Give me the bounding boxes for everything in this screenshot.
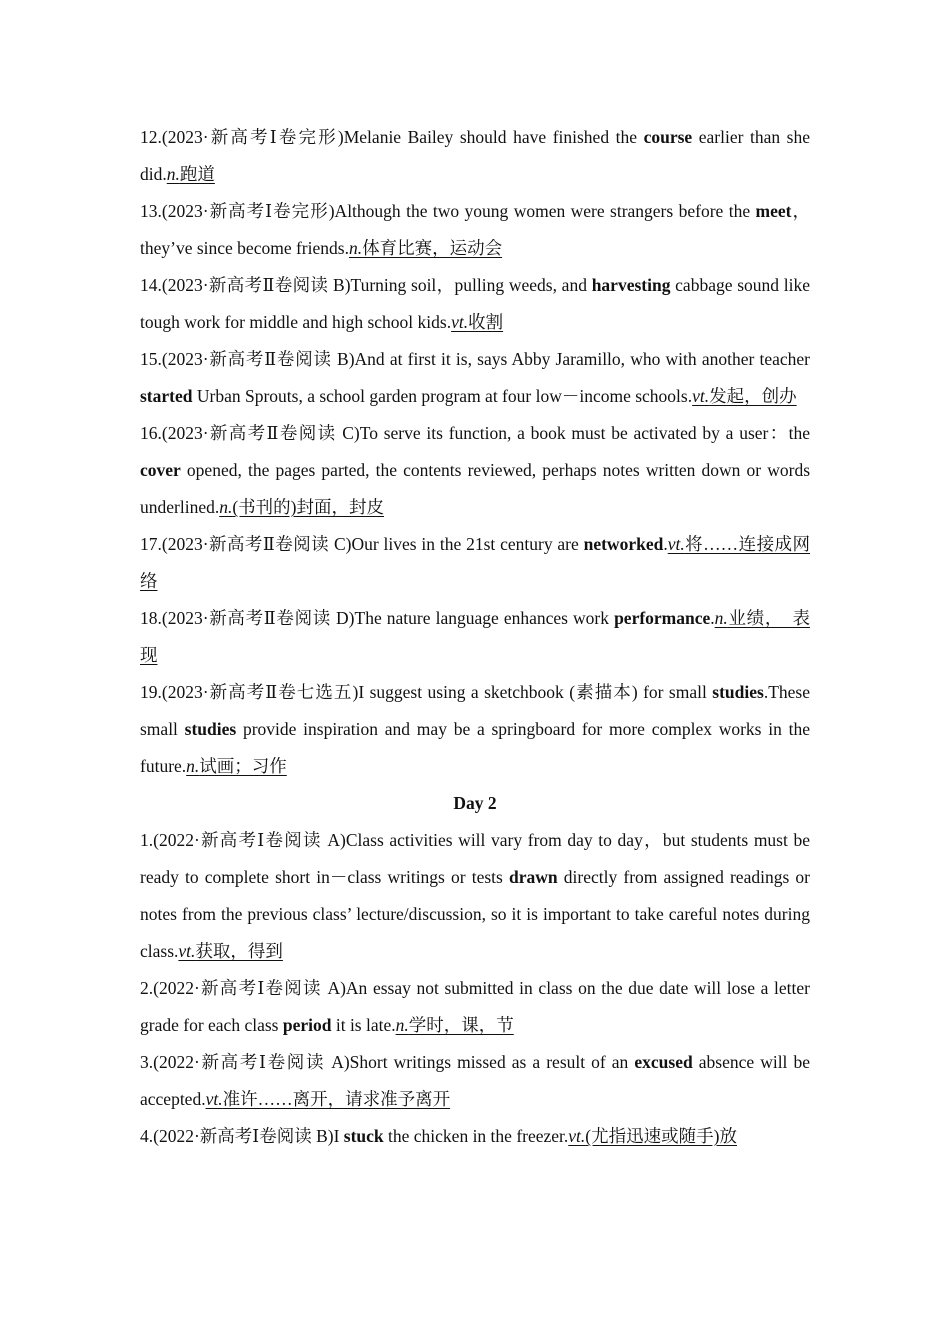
entry-text: 2.(2022·新高考Ⅰ卷阅读 A)An essay not submitted in class on the due date will lose a letter grade for each class xyxy=(140,978,810,1035)
part-of-speech: vt. xyxy=(692,386,710,406)
part-of-speech: n. xyxy=(395,1015,409,1035)
entry-17 xyxy=(140,526,810,600)
entry-16 xyxy=(140,415,810,526)
meaning-text: 体育比赛，运动会 xyxy=(362,238,503,258)
part-of-speech: n. xyxy=(186,756,200,776)
day-2-heading: Day 2 xyxy=(453,793,497,813)
entry-text: 15.(2023·新高考Ⅱ卷阅读 B)And at first it is, says Abby Jaramillo, who with another teacher xyxy=(140,349,810,369)
keyword: studies xyxy=(712,682,764,702)
part-of-speech: n. xyxy=(219,497,233,517)
meaning xyxy=(568,1126,737,1146)
entry-d2-3 xyxy=(140,1044,810,1118)
keyword: networked xyxy=(583,534,664,554)
entry-text: .These small xyxy=(140,682,810,739)
entry-15 xyxy=(140,341,810,415)
part-of-speech: vt. xyxy=(178,941,196,961)
meaning xyxy=(178,941,283,961)
entry-text: absence will be accepted. xyxy=(140,1052,810,1109)
part-of-speech: vt. xyxy=(667,534,685,554)
meaning-text: 获取，得到 xyxy=(195,941,283,961)
entry-d2-2 xyxy=(140,970,810,1044)
entry-text: 18.(2023·新高考Ⅱ卷阅读 D)The nature language enhances work xyxy=(140,608,615,628)
meaning xyxy=(186,756,287,776)
keyword: studies xyxy=(184,719,237,739)
meaning-text: 试画；习作 xyxy=(199,756,287,776)
entry-text: cabbage sound like tough work for middle and high school kids. xyxy=(140,275,811,332)
meaning-text: 跑道 xyxy=(179,164,215,184)
keyword: excused xyxy=(634,1052,693,1072)
keyword: started xyxy=(140,386,193,406)
meaning-text: 学时，课，节 xyxy=(408,1015,514,1035)
entry-text: 17.(2023·新高考Ⅱ卷阅读 C)Our lives in the 21st century are xyxy=(140,534,584,554)
entry-text: the chicken in the freezer. xyxy=(383,1126,569,1146)
keyword: meet xyxy=(755,201,792,221)
part-of-speech: vt. xyxy=(451,312,469,332)
keyword: performance xyxy=(614,608,711,628)
entry-text: it is late. xyxy=(331,1015,396,1035)
entry-text: . xyxy=(663,534,668,554)
entry-text: 19.(2023·新高考Ⅱ卷七选五)I suggest using a sketchbook (素描本) for small xyxy=(140,682,713,702)
meaning xyxy=(219,497,384,517)
entry-14 xyxy=(140,267,810,341)
entry-text: 3.(2022·新高考Ⅰ卷阅读 A)Short writings missed as a result of an xyxy=(140,1052,635,1072)
entry-text: 4.(2022·新高考Ⅰ卷阅读 B)I xyxy=(140,1126,344,1146)
document-page xyxy=(140,119,810,1155)
entry-text: Urban Sprouts, a school garden program at four low－income schools. xyxy=(192,386,693,406)
keyword: stuck xyxy=(343,1126,384,1146)
keyword: course xyxy=(643,127,693,147)
meaning xyxy=(167,164,215,184)
meaning xyxy=(396,1015,514,1035)
entry-18 xyxy=(140,600,810,674)
part-of-speech: n. xyxy=(348,238,363,258)
meaning-text: 将……连接成网络 xyxy=(140,534,810,591)
keyword: period xyxy=(282,1015,332,1035)
part-of-speech: vt. xyxy=(205,1089,223,1109)
meaning-text: (尤指迅速或随手)放 xyxy=(585,1126,737,1146)
part-of-speech: vt. xyxy=(568,1126,586,1146)
entry-text: 16.(2023·新高考Ⅱ卷阅读 C)To serve its function, a book must be activated by a user：the xyxy=(140,423,810,443)
meaning-text: 发起，创办 xyxy=(709,386,797,406)
entry-text: . xyxy=(710,608,715,628)
entry-d2-4 xyxy=(140,1118,810,1155)
entry-12 xyxy=(140,119,810,193)
entry-text: 1.(2022·新高考Ⅰ卷阅读 A)Class activities will vary from day to day，but students must be ready to complete short in－class writings or tests xyxy=(140,830,810,887)
entry-text: ，they’ve since become friends. xyxy=(140,201,811,258)
meaning xyxy=(451,312,503,332)
keyword: harvesting xyxy=(591,275,671,295)
entry-text: 12.(2023·新高考Ⅰ卷完形)Melanie Bailey should have finished the xyxy=(140,127,644,147)
keyword: drawn xyxy=(509,867,558,887)
meaning-text: 收割 xyxy=(468,312,504,332)
entry-text: directly from assigned readings or notes from the previous class’ lecture/discussion, so it is important to take careful notes during class. xyxy=(140,867,810,961)
meaning-text: 业绩， 表现 xyxy=(140,608,811,665)
entry-text: 14.(2023·新高考Ⅱ卷阅读 B)Turning soil，pulling weeds, and xyxy=(140,275,592,295)
meaning-text: 准许……离开，请求准予离开 xyxy=(222,1089,451,1109)
entry-d2-1 xyxy=(140,822,810,970)
part-of-speech: n. xyxy=(166,164,180,184)
entry-text: opened, the pages parted, the contents reviewed, perhaps notes written down or words underlined. xyxy=(140,460,810,517)
meaning xyxy=(349,238,502,258)
meaning xyxy=(692,386,797,406)
entry-text: 13.(2023·新高考Ⅰ卷完形)Although the two young women were strangers before the xyxy=(140,201,756,221)
entry-text: earlier than she did. xyxy=(140,127,810,184)
part-of-speech: n. xyxy=(714,608,728,628)
entry-13 xyxy=(140,193,810,267)
entry-text: provide inspiration and may be a springboard for more complex works in the future. xyxy=(140,719,810,776)
meaning-text: (书刊的)封面，封皮 xyxy=(232,497,384,517)
keyword: cover xyxy=(140,460,181,480)
entry-19 xyxy=(140,674,810,785)
meaning xyxy=(206,1089,451,1109)
